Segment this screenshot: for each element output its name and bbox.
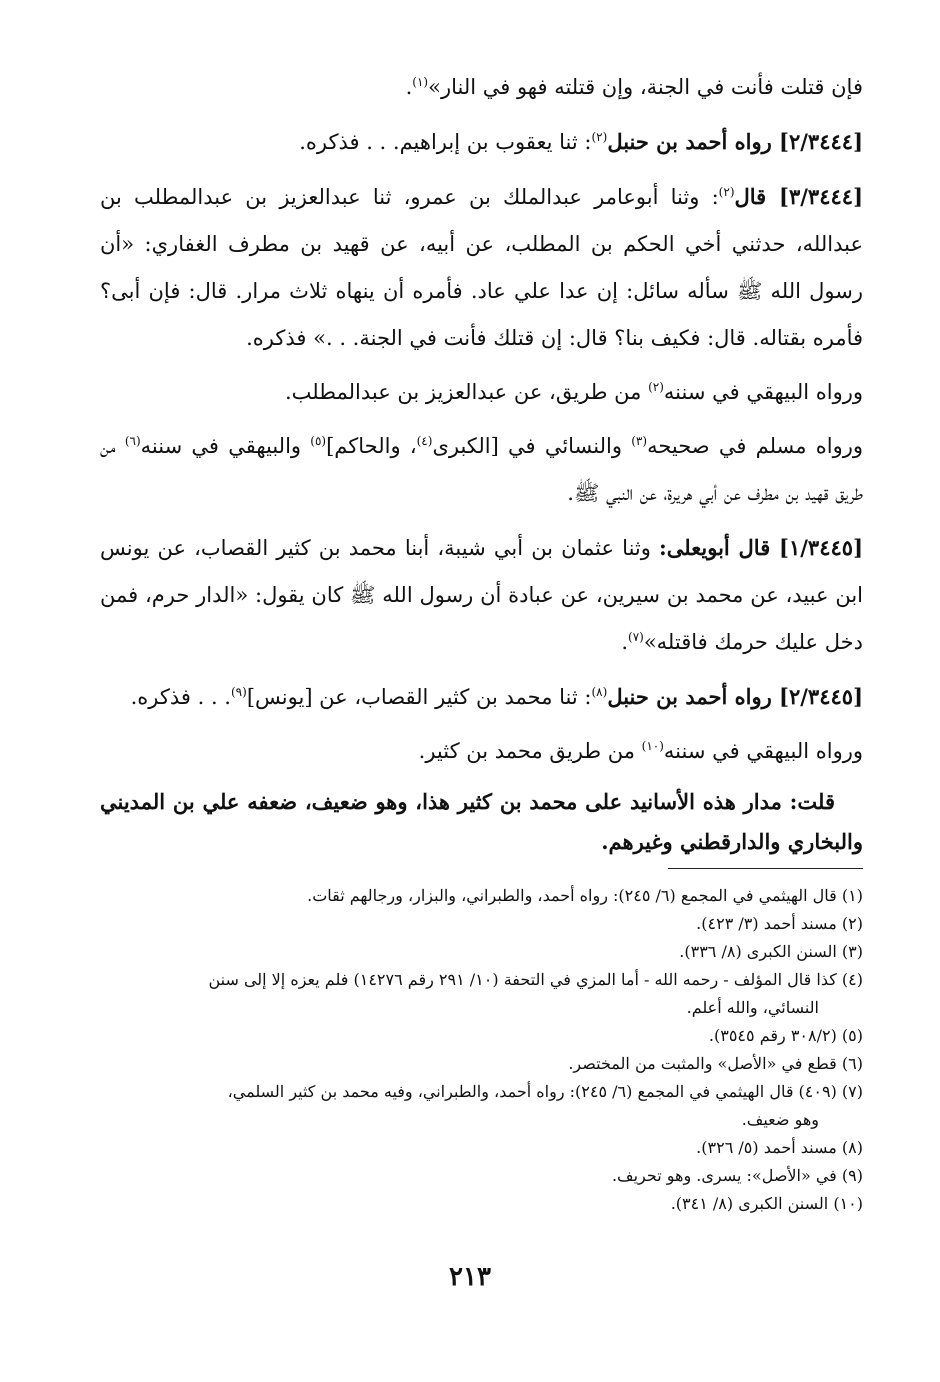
footnote-text: (٧) (٤٠٩) قال الهيثمي في المجمع (٦/ ٢٤٥): رواه أحمد، والطبراني، وفيه محمد بن كثير السلمي،: [227, 1082, 863, 1101]
text: والنسائي في [الكبرى: [432, 434, 632, 458]
footnote: [100, 1078, 863, 1134]
footnote-divider: [668, 868, 863, 869]
hadith-lead: قال: [734, 184, 780, 209]
footnote-ref: (٧): [628, 630, 644, 644]
text: ورواه مسلم في صحيحه: [647, 434, 863, 458]
main-text: [100, 64, 863, 869]
paragraph: [100, 369, 863, 416]
hadith-lead: رواه أحمد بن حنبل: [607, 129, 780, 154]
text: ورواه البيهقي في سننه: [663, 739, 863, 763]
text: ، والحاكم]: [326, 434, 417, 458]
text: .: [621, 630, 628, 654]
footnote-ref: (٤): [416, 434, 433, 448]
footnote: (١٠) السنن الكبرى (٨/ ٣٤١).: [670, 1194, 863, 1213]
hadith-number: [٢/٣٤٤٤]: [779, 129, 863, 154]
hadith-number: [٢/٣٤٤٥]: [779, 684, 863, 709]
footnote: (٦) قطع في «الأصل» والمثبت من المختصر.: [568, 1054, 863, 1073]
footnote-ref: (٢): [591, 130, 608, 144]
paragraph: [100, 728, 863, 775]
hadith-number: [١/٣٤٤٥]: [779, 535, 863, 560]
hadith-number: [٣/٣٤٤٤]: [779, 184, 863, 209]
text: : ثنا محمد بن كثير القصاب، عن [يونس]: [246, 685, 592, 709]
hadith-paragraph: [100, 118, 863, 166]
footnote: (٥) (٣٠٨/٢ رقم ٣٥٤٥).: [708, 1026, 863, 1045]
footnote-continuation: النسائي، والله أعلم.: [686, 998, 819, 1017]
footnote: (٩) في «الأصل»: يسرى. وهو تحريف.: [611, 1166, 863, 1185]
continuation-paragraph: [100, 64, 863, 111]
text: وثنا عثمان بن أبي شيبة، أبنا محمد بن كثير القصاب، عن يونس ابن عبيد، عن محمد بن سيرين، عن عبادة أن رسول الله ﷺ كان يقول: «الدار حرم، فمن دخل عليك حرمك فاقتله»: [100, 536, 863, 654]
footnote-ref: (٢): [718, 185, 735, 199]
text: من طريق محمد بن كثير.: [418, 739, 642, 763]
hadith-lead: رواه أحمد بن حنبل: [607, 684, 780, 709]
footnote-ref: (٣): [631, 434, 648, 448]
text: .: [405, 75, 413, 99]
hadith-paragraph: [100, 524, 863, 666]
footnote-continuation: وهو ضعيف.: [741, 1110, 819, 1129]
footnote: (٨) مسند أحمد (٥/ ٣٢٦).: [696, 1138, 863, 1157]
footnote-ref: (٢): [648, 380, 664, 394]
footnote: (٣) السنن الكبرى (٨/ ٣٣٦).: [679, 942, 863, 961]
hadith-paragraph: [100, 673, 863, 721]
text: . . . فذكره.: [130, 685, 231, 709]
paragraph: [100, 423, 863, 517]
text: والبيهقي في سننه: [140, 434, 311, 458]
page-number: ٢١٣: [449, 1262, 491, 1292]
footnote-ref: (٨): [591, 685, 608, 699]
text: : وثنا أبوعامر عبدالملك بن عمرو، ثنا عبدالعزيز بن عبدالمطلب بن عبدالله، حدثني أخي الحكم بن المطلب، عن أبيه، عن قهيد بن مطرف الغفاري: «أن رسول الله ﷺ سأله سائل: إن عدا علي عاد. فأمره أن ينهاه ثلاث مرار. قال: فإن أبى؟ فأمره بقتاله. قال: فكيف بنا؟ قال: إن قتلك فأنت في الجنة. . .» فذكره.: [100, 185, 863, 350]
text: من طريق، عن عبدالعزيز بن عبدالمطلب.: [285, 380, 649, 404]
text: : ثنا يعقوب بن إبراهيم. . . فذكره.: [299, 130, 592, 154]
footnote: (١) قال الهيثمي في المجمع (٦/ ٢٤٥): رواه أحمد، والطبراني، والبزار، ورجالهم ثقات.: [307, 886, 863, 905]
text: ورواه البيهقي في سننه: [663, 380, 863, 404]
text: من طريق قهيد بن مطرف عن أبي هريرة، عن النبي ﷺ.: [100, 434, 863, 505]
footnotes: [100, 882, 863, 1218]
hadith-paragraph: [100, 173, 863, 362]
author-comment: قلت: مدار هذه الأسانيد على محمد بن كثير هذا، وهو ضعيف، ضعفه علي بن المديني والبخاري والدارقطني وغيرهم.: [100, 789, 863, 854]
footnote-ref: (٥): [310, 434, 327, 448]
footnote: [100, 966, 863, 1022]
footnote-ref: (٦): [124, 434, 141, 448]
footnote-ref: (٩): [230, 685, 247, 699]
footnote-ref: (١): [412, 75, 429, 89]
text: فإن قتلت فأنت في الجنة، وإن قتلته فهو في النار»: [428, 75, 863, 99]
footnote-text: (٤) كذا قال المؤلف - رحمه الله - أما المزي في التحفة (١٠/ ٢٩١ رقم ١٤٢٧٦) فلم يعزه إلا إلى سنن: [208, 970, 863, 989]
footnote-ref: (١٠): [641, 739, 664, 753]
hadith-lead: قال أبويعلى:: [659, 535, 780, 560]
footnote: (٢) مسند أحمد (٣/ ٤٢٣).: [696, 914, 863, 933]
